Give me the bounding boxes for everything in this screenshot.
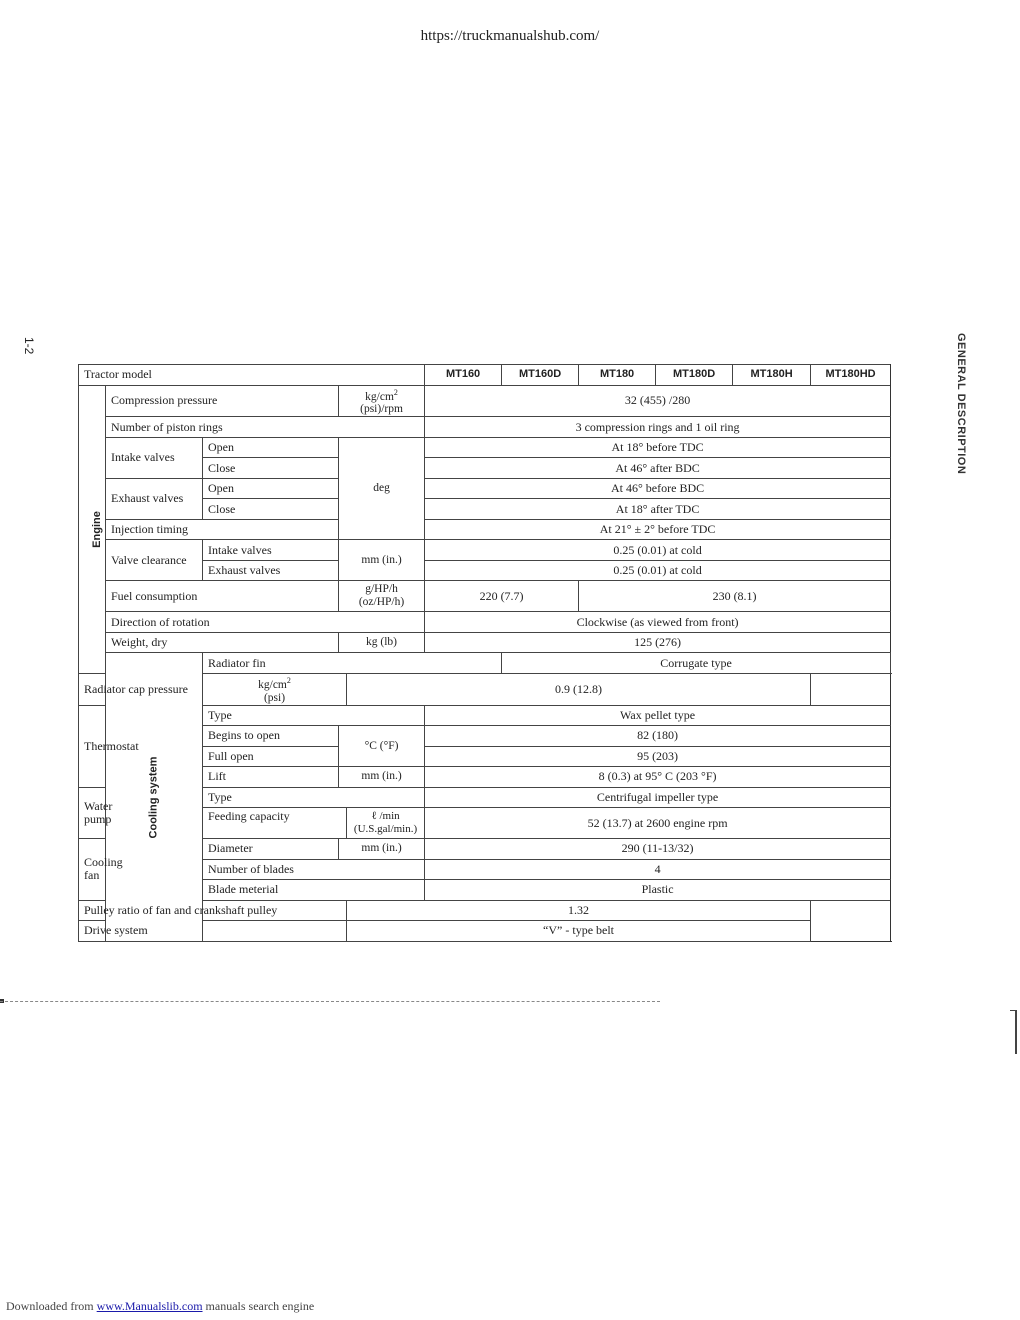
model-mt180hd: MT180HD [811,365,891,386]
table-row [79,653,891,674]
intake-open-value: At 18° before TDC [425,437,891,458]
intake-close-label: Close [203,458,339,479]
scan-edge-mark [1015,1010,1017,1054]
compression-value: 32 (455) /280 [425,385,891,417]
fuel-label: Fuel consumption [106,581,339,612]
piston-rings-value: 3 compression rings and 1 oil ring [425,417,891,438]
thermostat-label: Thermostat [79,705,106,787]
table-row [79,385,891,417]
water-pump-feeding-value: 52 (13.7) at 2600 engine rpm [425,808,891,839]
radiator-cap-value: 0.9 (12.8) [347,673,811,705]
model-mt180h: MT180H [733,365,811,386]
injection-label: Injection timing [106,519,339,540]
table-row [79,540,891,561]
fan-diameter-unit: mm (in.) [339,839,425,860]
model-mt160d: MT160D [502,365,579,386]
thermostat-begins-value: 82 (180) [425,726,891,747]
valve-clearance-exhaust-label: Exhaust valves [203,560,339,581]
piston-rings-label: Number of piston rings [106,417,425,438]
table-row [79,417,891,438]
section-title: GENERAL DESCRIPTION [955,333,967,475]
weight-label: Weight, dry [106,632,339,653]
exhaust-close-value: At 18° after TDC [425,499,891,520]
thermostat-temp-unit: °C (°F) [339,726,425,767]
fuel-unit: g/HP/h (oz/HP/h) [339,581,425,612]
page-number: 1-2 [22,337,36,355]
intake-open-label: Open [203,437,339,458]
exhaust-close-label: Close [203,499,339,520]
valve-clearance-label: Valve clearance [106,540,203,581]
table-row [79,519,891,540]
footer-prefix: Downloaded from [6,1299,97,1313]
engine-group-cell [79,385,106,673]
intake-valves-label: Intake valves [106,437,203,478]
radiator-fin-label: Radiator fin [203,653,502,674]
valve-timing-unit: deg [339,437,425,540]
table-row [79,437,891,458]
table-header-row [79,365,891,386]
water-pump-label: Water pump [79,787,106,839]
model-mt180d: MT180D [656,365,733,386]
cooling-group-cell [106,653,203,941]
valve-clearance-exhaust-value: 0.25 (0.01) at cold [425,560,891,581]
injection-value: At 21° ± 2° before TDC [425,519,891,540]
tractor-model-label: Tractor model [79,365,425,386]
thermostat-type-value: Wax pellet type [425,705,891,726]
rotation-value: Clockwise (as viewed from front) [425,612,891,633]
thermostat-full-value: 95 (203) [425,746,891,767]
cooling-group-label: Cooling system [147,756,160,839]
fan-blades-value: 4 [425,859,891,880]
drive-value: “V” - type belt [347,921,811,942]
fan-diameter-value: 290 (11-13/32) [425,839,891,860]
fan-blades-label: Number of blades [203,859,425,880]
footer [6,1299,314,1314]
pulley-value: 1.32 [347,900,811,921]
exhaust-valves-label: Exhaust valves [106,478,203,519]
water-pump-type-value: Centrifugal impeller type [425,787,891,808]
table-row [79,612,891,633]
radiator-cap-label: Radiator cap pressure [79,673,203,705]
table-row [79,632,891,653]
scan-dashed-line [0,1001,660,1002]
intake-close-value: At 46° after BDC [425,458,891,479]
footer-suffix: manuals search engine [202,1299,315,1313]
exhaust-open-label: Open [203,478,339,499]
compression-unit: $kg/cm^2$ (psi)/rpm [339,385,425,417]
thermostat-type-label: Type [203,705,425,726]
valve-clearance-intake-value: 0.25 (0.01) at cold [425,540,891,561]
radiator-cap-unit: $kg/cm^2$ (psi) [203,673,347,705]
model-mt180: MT180 [579,365,656,386]
thermostat-begins-label: Begins to open [203,726,339,747]
water-pump-feeding-unit: ℓ /min (U.S.gal/min.) [347,808,425,839]
thermostat-full-label: Full open [203,746,339,767]
thermostat-lift-unit: mm (in.) [339,767,425,788]
engine-group-label: Engine [90,511,103,548]
fan-material-value: Plastic [425,880,891,901]
header-url: https://truckmanualshub.com/ [420,28,600,44]
thermostat-lift-label: Lift [203,767,339,788]
fuel-value-mt160: 220 (7.7) [425,581,579,612]
valve-clearance-intake-label: Intake valves [203,540,339,561]
thermostat-lift-value: 8 (0.3) at 95° C (203 °F) [425,767,891,788]
water-pump-type-label: Type [203,787,425,808]
pulley-label: Pulley ratio of fan and crankshaft pulley [79,900,347,921]
compression-label: Compression pressure [106,385,339,417]
valve-clearance-unit: mm (in.) [339,540,425,581]
radiator-fin-value: Corrugate type [502,653,891,674]
manualslib-link[interactable]: www.Manualslib.com [96,1299,203,1313]
model-mt160: MT160 [425,365,502,386]
cooling-fan-label: Cooling fan [79,839,106,901]
water-pump-feeding-label: Feeding capacity [203,808,347,839]
specifications-table [78,364,891,942]
fan-diameter-label: Diameter [203,839,339,860]
table-row [79,478,891,499]
fuel-value-mt180: 230 (8.1) [579,581,891,612]
exhaust-open-value: At 46° before BDC [425,478,891,499]
weight-unit: kg (lb) [339,632,425,653]
drive-label: Drive system [79,921,347,942]
table-row [79,581,891,612]
fan-material-label: Blade meterial [203,880,425,901]
rotation-label: Direction of rotation [106,612,425,633]
weight-value: 125 (276) [425,632,891,653]
